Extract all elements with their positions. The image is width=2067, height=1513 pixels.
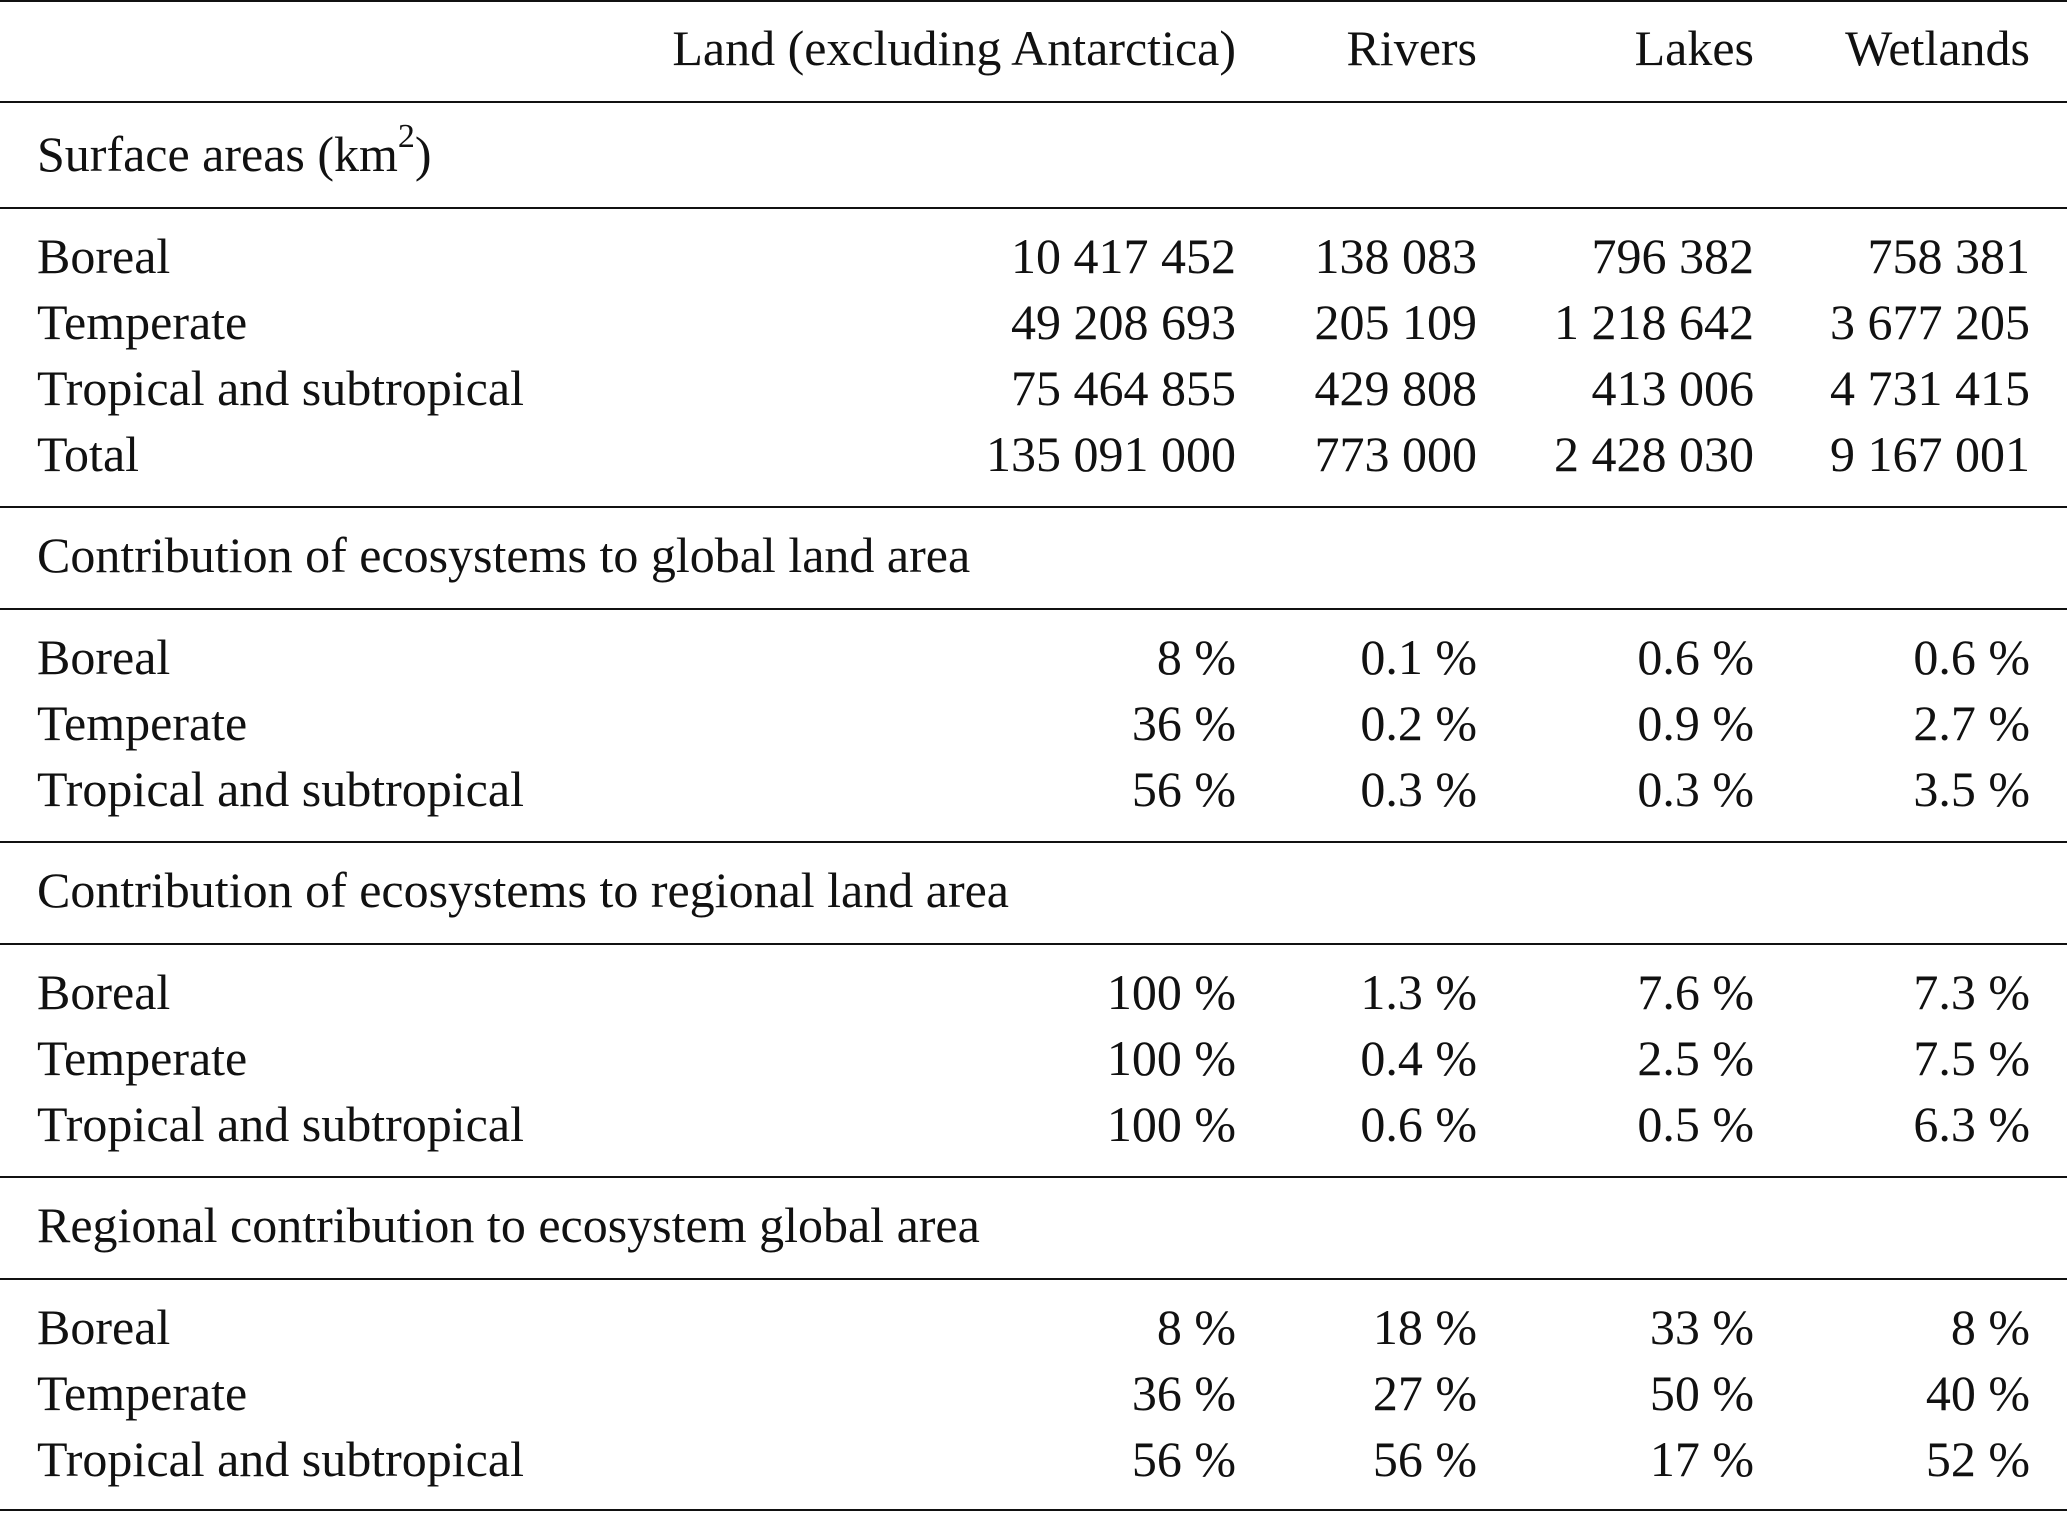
- cell-land: 36 %: [1131, 1365, 1236, 1421]
- cell-rivers: 18 %: [1372, 1299, 1477, 1355]
- row-label: Total: [37, 426, 140, 482]
- section-rule: [0, 943, 2067, 945]
- cell-rivers: 0.4 %: [1360, 1030, 1477, 1086]
- row-label: Temperate: [37, 695, 248, 751]
- section-title-global-land-area: Contribution of ecosystems to global land area: [37, 527, 971, 583]
- cell-lakes: 33 %: [1649, 1299, 1754, 1355]
- row-label: Boreal: [37, 629, 171, 685]
- section-rule: [0, 1278, 2067, 1280]
- cell-lakes: 50 %: [1649, 1365, 1754, 1421]
- cell-land: 8 %: [1156, 629, 1236, 685]
- cell-wetlands: 758 381: [1867, 228, 2030, 284]
- row-label: Tropical and subtropical: [37, 1096, 524, 1152]
- section-rule: [0, 506, 2067, 508]
- section-rule: [0, 207, 2067, 209]
- cell-lakes: 413 006: [1591, 360, 1754, 416]
- row-label: Boreal: [37, 228, 171, 284]
- row-label: Boreal: [37, 964, 171, 1020]
- col-header-wetlands: Wetlands: [1845, 20, 2030, 76]
- cell-land: 8 %: [1156, 1299, 1236, 1355]
- bottom-rule: [0, 1509, 2067, 1511]
- col-header-rivers: Rivers: [1346, 20, 1477, 76]
- cell-land: 100 %: [1106, 1030, 1236, 1086]
- cell-rivers: 205 109: [1314, 294, 1477, 350]
- section-title-surface-areas: Surface areas $(km^2)$: [37, 118, 432, 182]
- cell-wetlands: 3.5 %: [1913, 761, 2030, 817]
- section-rule: [0, 608, 2067, 610]
- cell-wetlands: 0.6 %: [1913, 629, 2030, 685]
- cell-lakes: 0.9 %: [1637, 695, 1754, 751]
- cell-lakes: 17 %: [1649, 1431, 1754, 1487]
- cell-lakes: 0.6 %: [1637, 629, 1754, 685]
- row-label: Tropical and subtropical: [37, 360, 524, 416]
- cell-wetlands: 8 %: [1950, 1299, 2030, 1355]
- cell-rivers: 56 %: [1372, 1431, 1477, 1487]
- cell-wetlands: 3 677 205: [1830, 294, 2030, 350]
- cell-wetlands: 40 %: [1925, 1365, 2030, 1421]
- cell-lakes: 0.3 %: [1637, 761, 1754, 817]
- section-title-ecosystem-global-area: Regional contribution to ecosystem global area: [37, 1197, 980, 1253]
- cell-rivers: 0.2 %: [1360, 695, 1477, 751]
- cell-lakes: 2.5 %: [1637, 1030, 1754, 1086]
- cell-rivers: 138 083: [1314, 228, 1477, 284]
- cell-lakes: 0.5 %: [1637, 1096, 1754, 1152]
- cell-land: 36 %: [1131, 695, 1236, 751]
- cell-wetlands: 9 167 001: [1830, 426, 2030, 482]
- row-label: Tropical and subtropical: [37, 761, 524, 817]
- cell-rivers: 0.1 %: [1360, 629, 1477, 685]
- cell-lakes: 7.6 %: [1637, 964, 1754, 1020]
- cell-lakes: 1 218 642: [1554, 294, 1754, 350]
- cell-wetlands: 52 %: [1925, 1431, 2030, 1487]
- row-label: Temperate: [37, 1030, 248, 1086]
- header-rule: [0, 101, 2067, 103]
- cell-rivers: 0.6 %: [1360, 1096, 1477, 1152]
- cell-land: 75 464 855: [1011, 360, 1236, 416]
- section-rule: [0, 841, 2067, 843]
- cell-land: 49 208 693: [1011, 294, 1236, 350]
- cell-wetlands: 4 731 415: [1830, 360, 2030, 416]
- row-label: Temperate: [37, 294, 248, 350]
- cell-wetlands: 2.7 %: [1913, 695, 2030, 751]
- cell-wetlands: 7.5 %: [1913, 1030, 2030, 1086]
- cell-land: 56 %: [1131, 761, 1236, 817]
- cell-land: 56 %: [1131, 1431, 1236, 1487]
- col-header-lakes: Lakes: [1634, 20, 1754, 76]
- cell-rivers: 773 000: [1314, 426, 1477, 482]
- cell-wetlands: 7.3 %: [1913, 964, 2030, 1020]
- cell-rivers: 429 808: [1314, 360, 1477, 416]
- cell-land: 135 091 000: [986, 426, 1236, 482]
- cell-land: 100 %: [1106, 1096, 1236, 1152]
- row-label: Boreal: [37, 1299, 171, 1355]
- top-rule: [0, 0, 2067, 2]
- row-label: Tropical and subtropical: [37, 1431, 524, 1487]
- cell-land: 100 %: [1106, 964, 1236, 1020]
- cell-rivers: 27 %: [1372, 1365, 1477, 1421]
- cell-lakes: 2 428 030: [1554, 426, 1754, 482]
- row-label: Temperate: [37, 1365, 248, 1421]
- cell-lakes: 796 382: [1591, 228, 1754, 284]
- section-title-regional-land-area: Contribution of ecosystems to regional land area: [37, 862, 1009, 918]
- cell-wetlands: 6.3 %: [1913, 1096, 2030, 1152]
- col-header-land: Land (excluding Antarctica): [672, 20, 1236, 76]
- section-rule: [0, 1176, 2067, 1178]
- cell-rivers: 1.3 %: [1360, 964, 1477, 1020]
- unit-superscript: 2: [397, 118, 415, 156]
- cell-rivers: 0.3 %: [1360, 761, 1477, 817]
- cell-land: 10 417 452: [1011, 228, 1236, 284]
